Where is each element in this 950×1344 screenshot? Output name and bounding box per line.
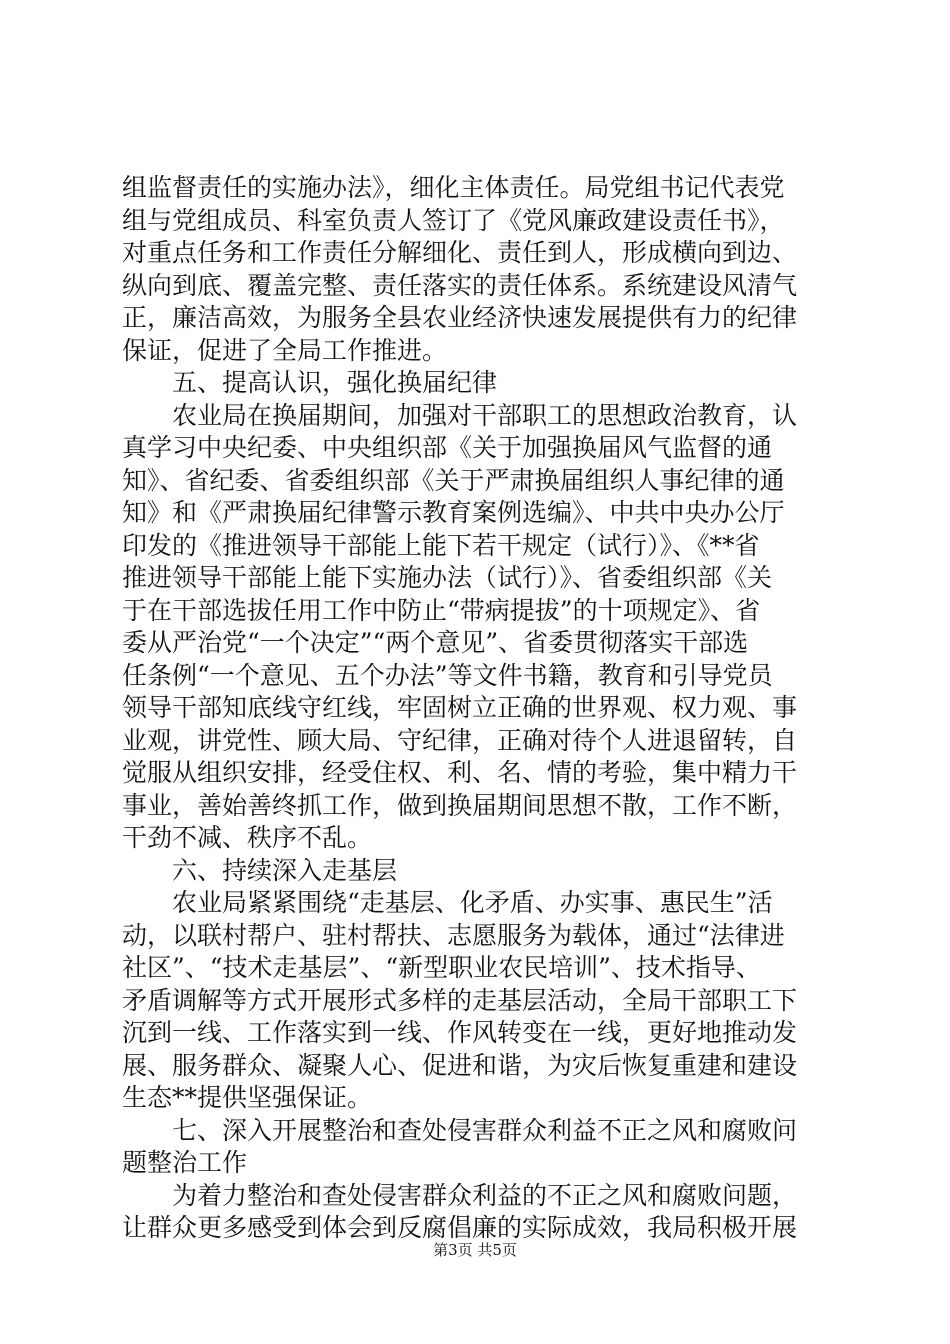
text-line: 业观，讲党性、顾大局、守纪律，正确对待个人进退留转，自 xyxy=(122,725,798,755)
text-line: 为着力整治和查处侵害群众利益的不正之风和腐败问题， xyxy=(172,1180,798,1210)
text-line: 社区”、“技术走基层”、“新型职业农民培训”、技术指导、 xyxy=(122,953,761,982)
text-line: 干劲不减、秩序不乱。 xyxy=(122,823,373,852)
text-line: 委从严治党“一个决定”“两个意见”、省委贯彻落实干部选 xyxy=(122,628,749,657)
body-text xyxy=(122,172,828,1245)
text-line: 展、服务群众、凝聚人心、促进和谐，为灾后恢复重建和建设 xyxy=(122,1050,798,1080)
text-line: 组与党组成员、科室负责人签订了《党风廉政建设责任书》， xyxy=(122,205,785,235)
text-line: 保证，促进了全局工作推进。 xyxy=(122,335,448,365)
text-line: 事业，善始善终抓工作，做到换届期间思想不散，工作不断， xyxy=(122,790,798,820)
text-line: 题整治工作 xyxy=(122,1148,248,1177)
text-line: 知》和《严肃换届纪律警示教育案例选编》、中共中央办公厅 xyxy=(122,498,785,527)
text-line: 动，以联村帮户、驻村帮扶、志愿服务为载体，通过“法律进 xyxy=(122,920,785,950)
text-line: 领导干部知底线守红线，牢固树立正确的世界观、权力观、事 xyxy=(122,693,798,722)
text-line: 五、提高认识，强化换届纪律 xyxy=(172,368,498,397)
text-line: 沉到一线、工作落实到一线、作风转变在一线，更好地推动发 xyxy=(122,1018,798,1047)
text-line: 于在干部选拔任用工作中防止“带病提拔”的十项规定》、省 xyxy=(122,595,761,625)
text-line: 任条例“一个意见、五个办法”等文件书籍，教育和引导党员 xyxy=(122,660,773,690)
text-line: 六、持续深入走基层 xyxy=(172,855,398,885)
page-footer: 第3页 共5页 xyxy=(433,1241,517,1259)
text-line: 对重点任务和工作责任分解细化、责任到人，形成横向到边、 xyxy=(122,238,798,267)
text-line: 矛盾调解等方式开展形式多样的走基层活动，全局干部职工下 xyxy=(122,985,798,1015)
text-line: 纵向到底、覆盖完整、责任落实的责任体系。系统建设风清气 xyxy=(122,270,798,300)
text-line: 农业局在换届期间，加强对干部职工的思想政治教育，认 xyxy=(172,400,798,430)
text-line: 推进领导干部能上能下实施办法（试行）》、省委组织部《关 xyxy=(122,563,773,592)
text-line: 知》、省纪委、省委组织部《关于严肃换届组织人事纪律的通 xyxy=(122,465,785,495)
text-line: 组监督责任的实施办法》，细化主体责任。局党组书记代表党 xyxy=(122,173,785,202)
text-line: 农业局紧紧围绕“走基层、化矛盾、办实事、惠民生”活 xyxy=(172,888,773,917)
text-line: 真学习中央纪委、中央组织部《关于加强换届风气监督的通 xyxy=(122,433,773,462)
text-line: 生态**提供坚强保证。 xyxy=(122,1083,373,1112)
text-line: 觉服从组织安排，经受住权、利、名、情的考验，集中精力干 xyxy=(122,758,798,787)
text-line: 印发的《推进领导干部能上能下若干规定（试行）》、《**省 xyxy=(122,530,760,560)
text-line: 七、深入开展整治和查处侵害群众利益不正之风和腐败问 xyxy=(172,1115,798,1145)
text-line: 让群众更多感受到体会到反腐倡廉的实际成效，我局积极开展 xyxy=(122,1213,798,1242)
text-line: 正，廉洁高效，为服务全县农业经济快速发展提供有力的纪律 xyxy=(122,303,798,332)
